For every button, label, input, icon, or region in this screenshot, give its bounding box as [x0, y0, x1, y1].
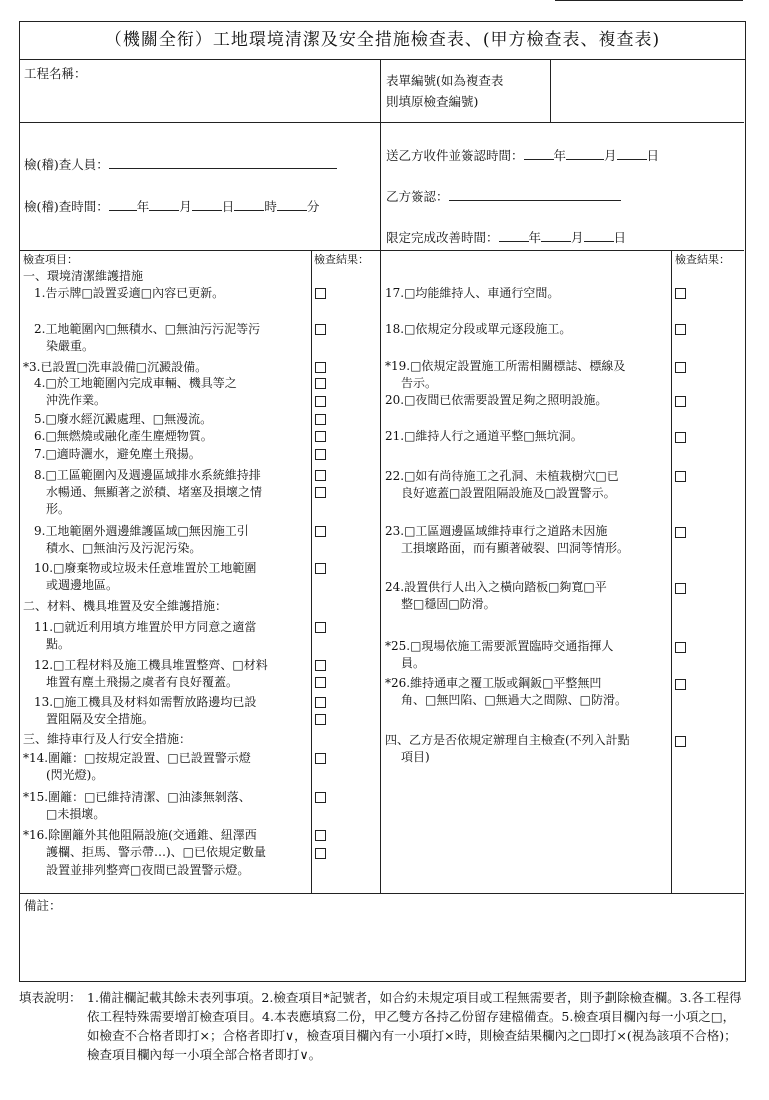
- right-item-line: 23.□工區週邊區域維持車行之道路未因施: [385, 524, 608, 538]
- result-checkbox[interactable]: [315, 362, 326, 373]
- deadline-label: 限定完成改善時間：: [386, 230, 499, 245]
- deadline-month-field[interactable]: [541, 228, 571, 242]
- result-checkbox[interactable]: [315, 378, 326, 389]
- right-item-line: *25.□現場依施工需要派置臨時交通指揮人: [385, 639, 614, 653]
- form-title: （機關全衔）工地環境清潔及安全措施檢查表、(甲方檢查表、複查表): [20, 22, 745, 60]
- left-item-line: *16.除圍籬外其他阻隔設施(交通錐、紐澤西: [23, 828, 257, 842]
- result-checkbox[interactable]: [675, 583, 686, 594]
- right-item-line: 22.□如有尚待施工之孔洞、未植栽樹穴□已: [385, 469, 619, 483]
- receipt-year-field[interactable]: [524, 146, 554, 160]
- notes-label: 填表說明：: [19, 990, 82, 1005]
- inspect-time-row: [24, 197, 319, 215]
- inspect-year-field[interactable]: [109, 197, 137, 211]
- hour-unit: 時: [264, 199, 277, 214]
- left-item-header: 檢查項目：: [23, 253, 78, 266]
- result-checkbox[interactable]: [315, 470, 326, 481]
- result-checkbox[interactable]: [315, 830, 326, 841]
- b-sign-row: [386, 187, 621, 205]
- top-edge-line: [555, 0, 743, 1]
- right-item-line: 21.□維持人行之通道平整□無坑洞。: [385, 429, 583, 443]
- result-checkbox[interactable]: [315, 431, 326, 442]
- result-checkbox[interactable]: [315, 622, 326, 633]
- result-checkbox[interactable]: [675, 324, 686, 335]
- result-checkbox[interactable]: [315, 677, 326, 688]
- left-item-line: 一、環境清潔維護措施: [23, 269, 144, 283]
- left-item-line: 設置並排列整齊□夜間已設置警示燈。: [46, 863, 250, 877]
- left-item-line: 護欄、拒馬、警示帶…)、□已依規定數量: [46, 845, 267, 859]
- receipt-month-unit: 月: [604, 148, 617, 163]
- deadline-day-field[interactable]: [584, 228, 614, 242]
- left-item-line: (閃光燈)。: [46, 768, 104, 782]
- right-result-divider: [671, 250, 672, 893]
- project-name-label: 工程名稱：: [24, 66, 87, 81]
- left-item-line: 10.□廢棄物或垃圾未任意堆置於工地範圍: [34, 561, 257, 575]
- left-item-line: 形。: [46, 502, 71, 516]
- middle-divider: [380, 250, 381, 893]
- left-item-line: 二、材料、機具堆置及安全維護措施：: [23, 599, 228, 613]
- right-item-line: 18.□依規定分段或單元逐段施工。: [385, 322, 572, 336]
- receipt-day-unit: 日: [646, 148, 660, 163]
- left-item-line: 4.□於工地範圍內完成車輛、機具等之: [34, 376, 237, 390]
- left-item-line: 置阻隔及安全措施。: [46, 712, 155, 726]
- result-checkbox[interactable]: [675, 288, 686, 299]
- left-item-line: 5.□廢水經沉澱處理、□無漫流。: [34, 412, 213, 426]
- form-no-label-1: 表單編號(如為複查表: [386, 73, 504, 88]
- result-checkbox[interactable]: [315, 848, 326, 859]
- right-item-line: *19.□依規定設置施工所需相關標誌、標線及: [385, 359, 626, 373]
- right-item-line: 17.□均能維持人、車通行空間。: [385, 286, 560, 300]
- result-checkbox[interactable]: [675, 362, 686, 373]
- form-no-field[interactable]: [555, 67, 740, 117]
- left-item-line: 三、維持車行及人行安全措施：: [23, 732, 192, 746]
- left-item-line: 積水、□無油污及污泥污染。: [46, 541, 202, 555]
- result-checkbox[interactable]: [315, 660, 326, 671]
- result-checkbox[interactable]: [315, 487, 326, 498]
- left-item-line: □未損壞。: [46, 807, 106, 821]
- left-item-line: 1.告示牌□設置妥適□內容已更新。: [34, 286, 225, 300]
- header-divider-2: [20, 250, 744, 251]
- remarks-label: 備註：: [24, 898, 62, 913]
- result-checkbox[interactable]: [675, 679, 686, 690]
- receipt-label: 送乙方收件並簽認時間：: [386, 148, 524, 163]
- left-item-line: 9.工地範圍外週邊維護區域□無因施工引: [34, 524, 249, 538]
- inspect-time-label: 檢(稽)查時間：: [24, 199, 109, 214]
- left-item-line: *14.圍籬：□按規定設置、□已設置警示燈: [23, 751, 251, 765]
- deadline-year-field[interactable]: [499, 228, 529, 242]
- receipt-day-field[interactable]: [617, 146, 647, 160]
- deadline-month-unit: 月: [571, 230, 584, 245]
- left-item-line: 或週邊地區。: [46, 578, 119, 592]
- day-unit: 日: [221, 199, 235, 214]
- right-item-line: 24.設置供行人出入之橫向踏板□夠寬□平: [385, 580, 607, 594]
- right-item-line: *26.維持通車之覆工版或鋼鈑□平整無凹: [385, 676, 602, 690]
- right-item-line: 員。: [401, 656, 426, 670]
- inspector-row: [24, 155, 337, 173]
- left-item-line: 2.工地範圍內□無積水、□無油污污泥等污: [34, 322, 261, 336]
- inspect-day-field[interactable]: [192, 197, 222, 211]
- minute-unit: 分: [306, 199, 320, 214]
- left-item-line: 8.□工區範圍內及週邊區域排水系統維持排: [34, 468, 261, 482]
- b-sign-label: 乙方簽認：: [386, 189, 449, 204]
- result-checkbox[interactable]: [675, 396, 686, 407]
- left-result-divider: [311, 250, 312, 893]
- left-item-line: 堆置有塵土飛揚之虞者有良好覆蓋。: [46, 675, 239, 689]
- left-item-line: *15.圍籬：□已維持清潔、□油漆無剝落、: [23, 790, 251, 804]
- result-checkbox[interactable]: [675, 736, 686, 747]
- result-checkbox[interactable]: [315, 414, 326, 425]
- result-checkbox[interactable]: [315, 714, 326, 725]
- left-item-line: 13.□施工機具及材料如需暫放路邊均已設: [34, 695, 257, 709]
- left-item-line: 水暢通、無顯著之淤積、堵塞及損壞之情: [46, 485, 263, 499]
- notes-text: 1.備註欄記載其餘未表列事項。2.檢查項目*記號者，如合約未規定項目或工程無需要者，則予劃除檢查欄。3.各工程得依工程特殊需要增訂檢查項目。4.本表應填寫二份，甲乙雙方各持乙份留存建檔備查。5.檢查項目欄內每一小項之□，如檢查不合格者即打×；合格者即打∨，檢查項目欄內有一小項打×時，則檢查結果欄內之□即打×(視為該項不合格)；檢查項目欄內每一小項全部合格者即打∨。: [87, 990, 742, 1062]
- inspector-field[interactable]: [109, 155, 337, 169]
- result-checkbox[interactable]: [675, 471, 686, 482]
- left-result-header: 檢查結果：: [314, 253, 369, 266]
- right-item-line: 告示。: [401, 376, 438, 390]
- left-item-line: 點。: [46, 637, 71, 651]
- result-checkbox[interactable]: [675, 432, 686, 443]
- result-checkbox[interactable]: [315, 792, 326, 803]
- left-item-line: 12.□工程材料及施工機具堆置整齊、□材料: [34, 658, 268, 672]
- left-item-line: 11.□就近利用填方堆置於甲方同意之適當: [34, 620, 257, 634]
- result-checkbox[interactable]: [315, 563, 326, 574]
- left-item-line: 7.□適時灑水，避免塵土飛揚。: [34, 447, 201, 461]
- right-item-line: 四、乙方是否依規定辦理自主檢查(不列入計點: [385, 733, 630, 747]
- left-item-line: 6.□無燃燒或融化產生塵煙物質。: [34, 429, 213, 443]
- remarks-divider: [20, 893, 744, 894]
- year-unit: 年: [136, 199, 150, 214]
- left-item-line: 沖洗作業。: [46, 393, 107, 407]
- month-unit: 月: [179, 199, 192, 214]
- inspect-hour-field[interactable]: [234, 197, 264, 211]
- receipt-year-unit: 年: [553, 148, 567, 163]
- right-item-line: 項目): [401, 750, 430, 764]
- result-checkbox[interactable]: [315, 324, 326, 335]
- right-item-line: 20.□夜間已依需要設置足夠之照明設施。: [385, 393, 608, 407]
- inspect-month-field[interactable]: [149, 197, 179, 211]
- right-item-line: 整□穩固□防滑。: [401, 597, 496, 611]
- deadline-day-unit: 日: [613, 230, 627, 245]
- result-checkbox[interactable]: [675, 642, 686, 653]
- receipt-month-field[interactable]: [566, 146, 604, 160]
- right-item-line: 角、□無凹陷、□無過大之間隙、□防滑。: [401, 693, 628, 707]
- receipt-row: [386, 146, 659, 164]
- inspection-form: [19, 21, 746, 982]
- result-checkbox[interactable]: [315, 396, 326, 407]
- b-sign-field[interactable]: [449, 187, 621, 201]
- right-item-line: 工損壞路面，而有顯著破裂、凹洞等情形。: [401, 541, 630, 555]
- result-checkbox[interactable]: [315, 526, 326, 537]
- header-divider-1: [20, 122, 744, 123]
- result-checkbox[interactable]: [315, 753, 326, 764]
- result-checkbox[interactable]: [315, 288, 326, 299]
- left-item-line: *3.已設置□洗車設備□沉澱設備。: [23, 360, 208, 374]
- inspector-label: 檢(稽)查人員：: [24, 157, 109, 172]
- left-item-line: 染嚴重。: [46, 339, 95, 353]
- form-no-label-2: 則填原檢查編號): [386, 94, 479, 109]
- result-checkbox[interactable]: [315, 449, 326, 460]
- result-checkbox[interactable]: [675, 527, 686, 538]
- deadline-row: [386, 228, 626, 246]
- right-result-header: 檢查結果：: [675, 253, 730, 266]
- result-checkbox[interactable]: [315, 697, 326, 708]
- header-vertical-divider: [380, 59, 381, 250]
- inspect-minute-field[interactable]: [277, 197, 307, 211]
- deadline-year-unit: 年: [528, 230, 542, 245]
- right-item-line: 良好遮蓋□設置阻隔設施及□設置警示。: [401, 486, 616, 500]
- form-no-divider: [550, 59, 551, 122]
